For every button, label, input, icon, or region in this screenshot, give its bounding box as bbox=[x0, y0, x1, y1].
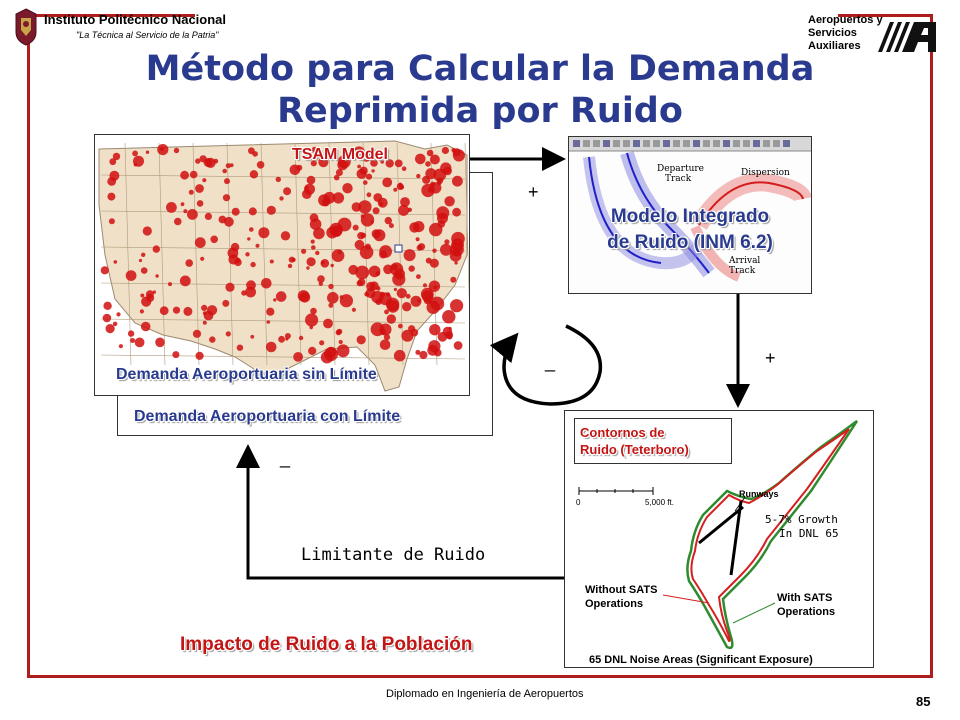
tsam-unlimited-label: Demanda Aeroportuaria sin Límite bbox=[116, 366, 377, 383]
plus-sign-right: + bbox=[765, 348, 776, 368]
scale-start-label: 0 bbox=[576, 498, 581, 507]
institution-name: Instituto Politécnico Nacional bbox=[44, 12, 227, 27]
departure-track-label: Departure bbox=[657, 164, 705, 174]
noise-limit-label: Limitante de Ruido bbox=[301, 545, 486, 565]
runways-label: Runways bbox=[739, 489, 779, 499]
partner-name-line3: Auxiliares bbox=[808, 40, 861, 52]
slide-title-line1: Método para Calcular la Demanda bbox=[145, 49, 815, 89]
contours-label-line1: Contornos de bbox=[580, 425, 665, 440]
inm-label-line1: Modelo Integrado bbox=[610, 206, 770, 227]
contours-label-line2: Ruido (Teterboro) bbox=[580, 442, 689, 457]
with-sats-label-line1: With SATS bbox=[777, 592, 833, 604]
partner-name-line1: Aeropuertos y bbox=[808, 14, 883, 26]
arrival-track-label-line2: Track bbox=[729, 266, 756, 276]
growth-label-line1: 5-7% Growth bbox=[765, 513, 838, 526]
minus-sign-loop: _ bbox=[545, 352, 556, 372]
page-number: 85 bbox=[916, 694, 931, 709]
departure-track-label-line2: Track bbox=[665, 174, 692, 184]
institution-motto: "La Técnica al Servicio de la Patria" bbox=[76, 30, 219, 40]
dispersion-label: Dispersion bbox=[741, 168, 790, 178]
minus-sign-left: _ bbox=[280, 448, 291, 468]
slide-title-line2: Reprimida por Ruido bbox=[277, 91, 683, 131]
tsam-limited-label: Demanda Aeroportuaria con Límite bbox=[134, 408, 401, 425]
scale-end-label: 5,000 ft. bbox=[645, 498, 674, 507]
without-sats-label-line2: Operations bbox=[585, 598, 644, 610]
tsam-model-label: TSAM Model bbox=[292, 146, 388, 163]
with-sats-label-line2: Operations bbox=[777, 606, 836, 618]
noise-impact-label: Impacto de Ruido a la Población bbox=[180, 634, 473, 655]
plus-sign-top: + bbox=[528, 182, 539, 202]
arrival-track-label: Arrival bbox=[729, 256, 761, 266]
without-sats-label-line1: Without SATS bbox=[585, 584, 658, 596]
footer-course: Diplomado en Ingeniería de Aeropuertos bbox=[386, 688, 584, 700]
inm-label-line2: de Ruido (INM 6.2) bbox=[607, 232, 773, 253]
partner-name-line2: Servicios bbox=[808, 27, 857, 39]
growth-label-line2: In DNL 65 bbox=[779, 527, 839, 540]
contours-caption: 65 DNL Noise Areas (Significant Exposure) bbox=[589, 654, 813, 666]
